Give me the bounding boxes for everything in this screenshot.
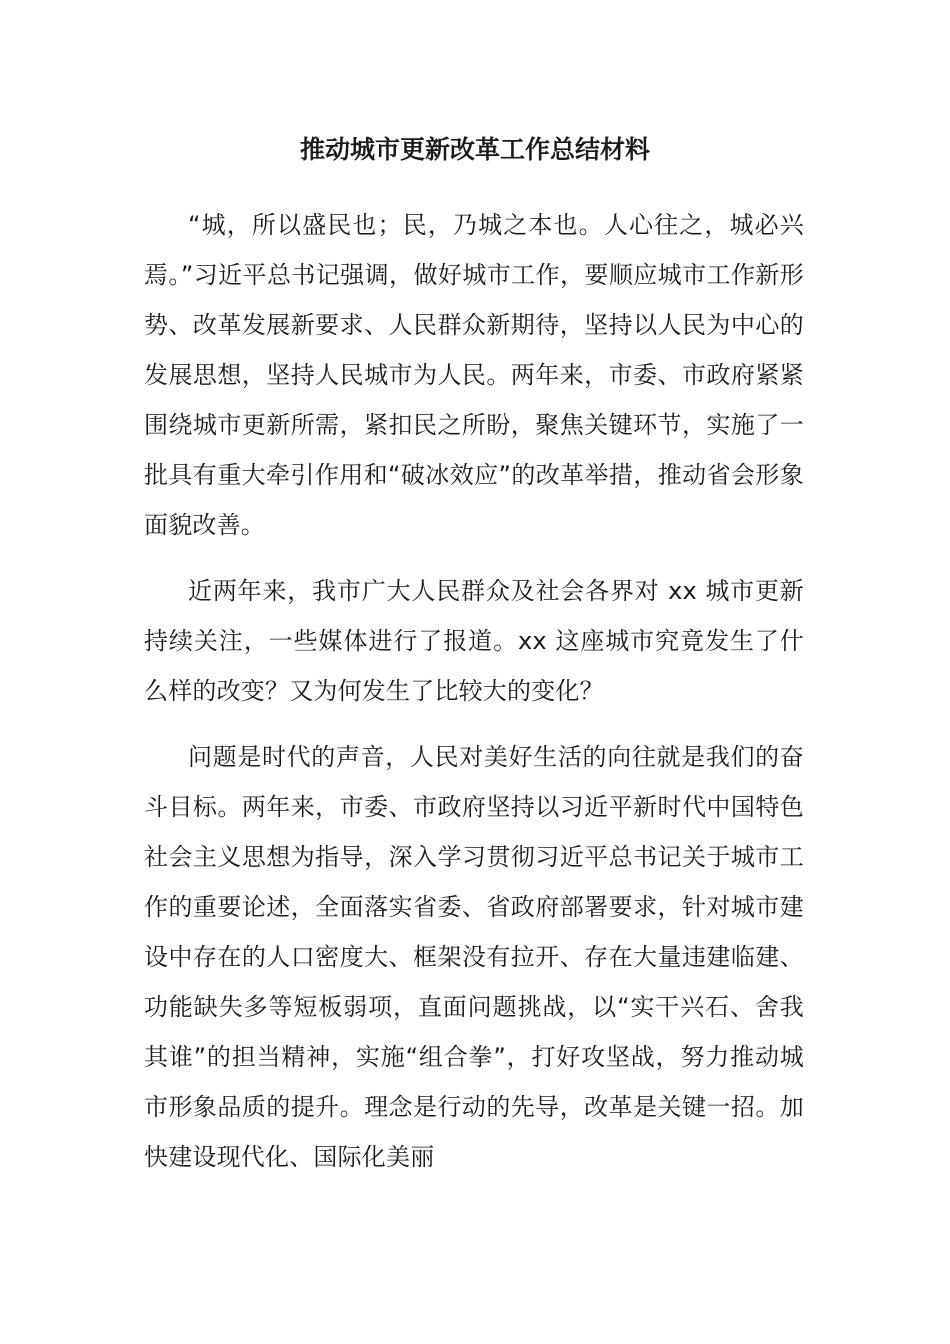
- document-body: [144, 200, 804, 1198]
- paragraph-1: “城，所以盛民也；民，乃城之本也。人心往之，城必兴焉。”习近平总书记强调，做好城市工作，要顺应城市工作新形势、改革发展新要求、人民群众新期待，坚持以人民为中心的发展思想，坚持人民城市为人民。两年来，市委、市政府紧紧围绕城市更新所需，紧扣民之所盼，聚焦关键环节，实施了一批具有重大牵引作用和“破冰效应”的改革举措，推动省会形象面貌改善。: [144, 211, 804, 539]
- paragraph-3: 问题是时代的声音，人民对美好生活的向往就是我们的奋斗目标。两年来，市委、市政府坚持以习近平新时代中国特色社会主义思想为指导，深入学习贯彻习近平总书记关于城市工作的重要论述，全面落实省委、省政府部署要求，针对城市建设中存在的人口密度大、框架没有拉开、存在大量违建临建、功能缺失多等短板弱项，直面问题挑战，以“实干兴石、舍我其谁”的担当精神，实施“组合拳”，打好攻坚战，努力推动城市形象品质的提升。理念是行动的先导，改革是关键一招。加快建设现代化、国际化美丽: [144, 743, 804, 1171]
- paragraph-2: 近两年来，我市广大人民群众及社会各界对 xx 城市更新持续关注，一些媒体进行了报道。xx 这座城市究竟发生了什么样的改变？又为何发生了比较大的变化？: [144, 577, 804, 705]
- document-title: 推动城市更新改革工作总结材料: [299, 135, 650, 164]
